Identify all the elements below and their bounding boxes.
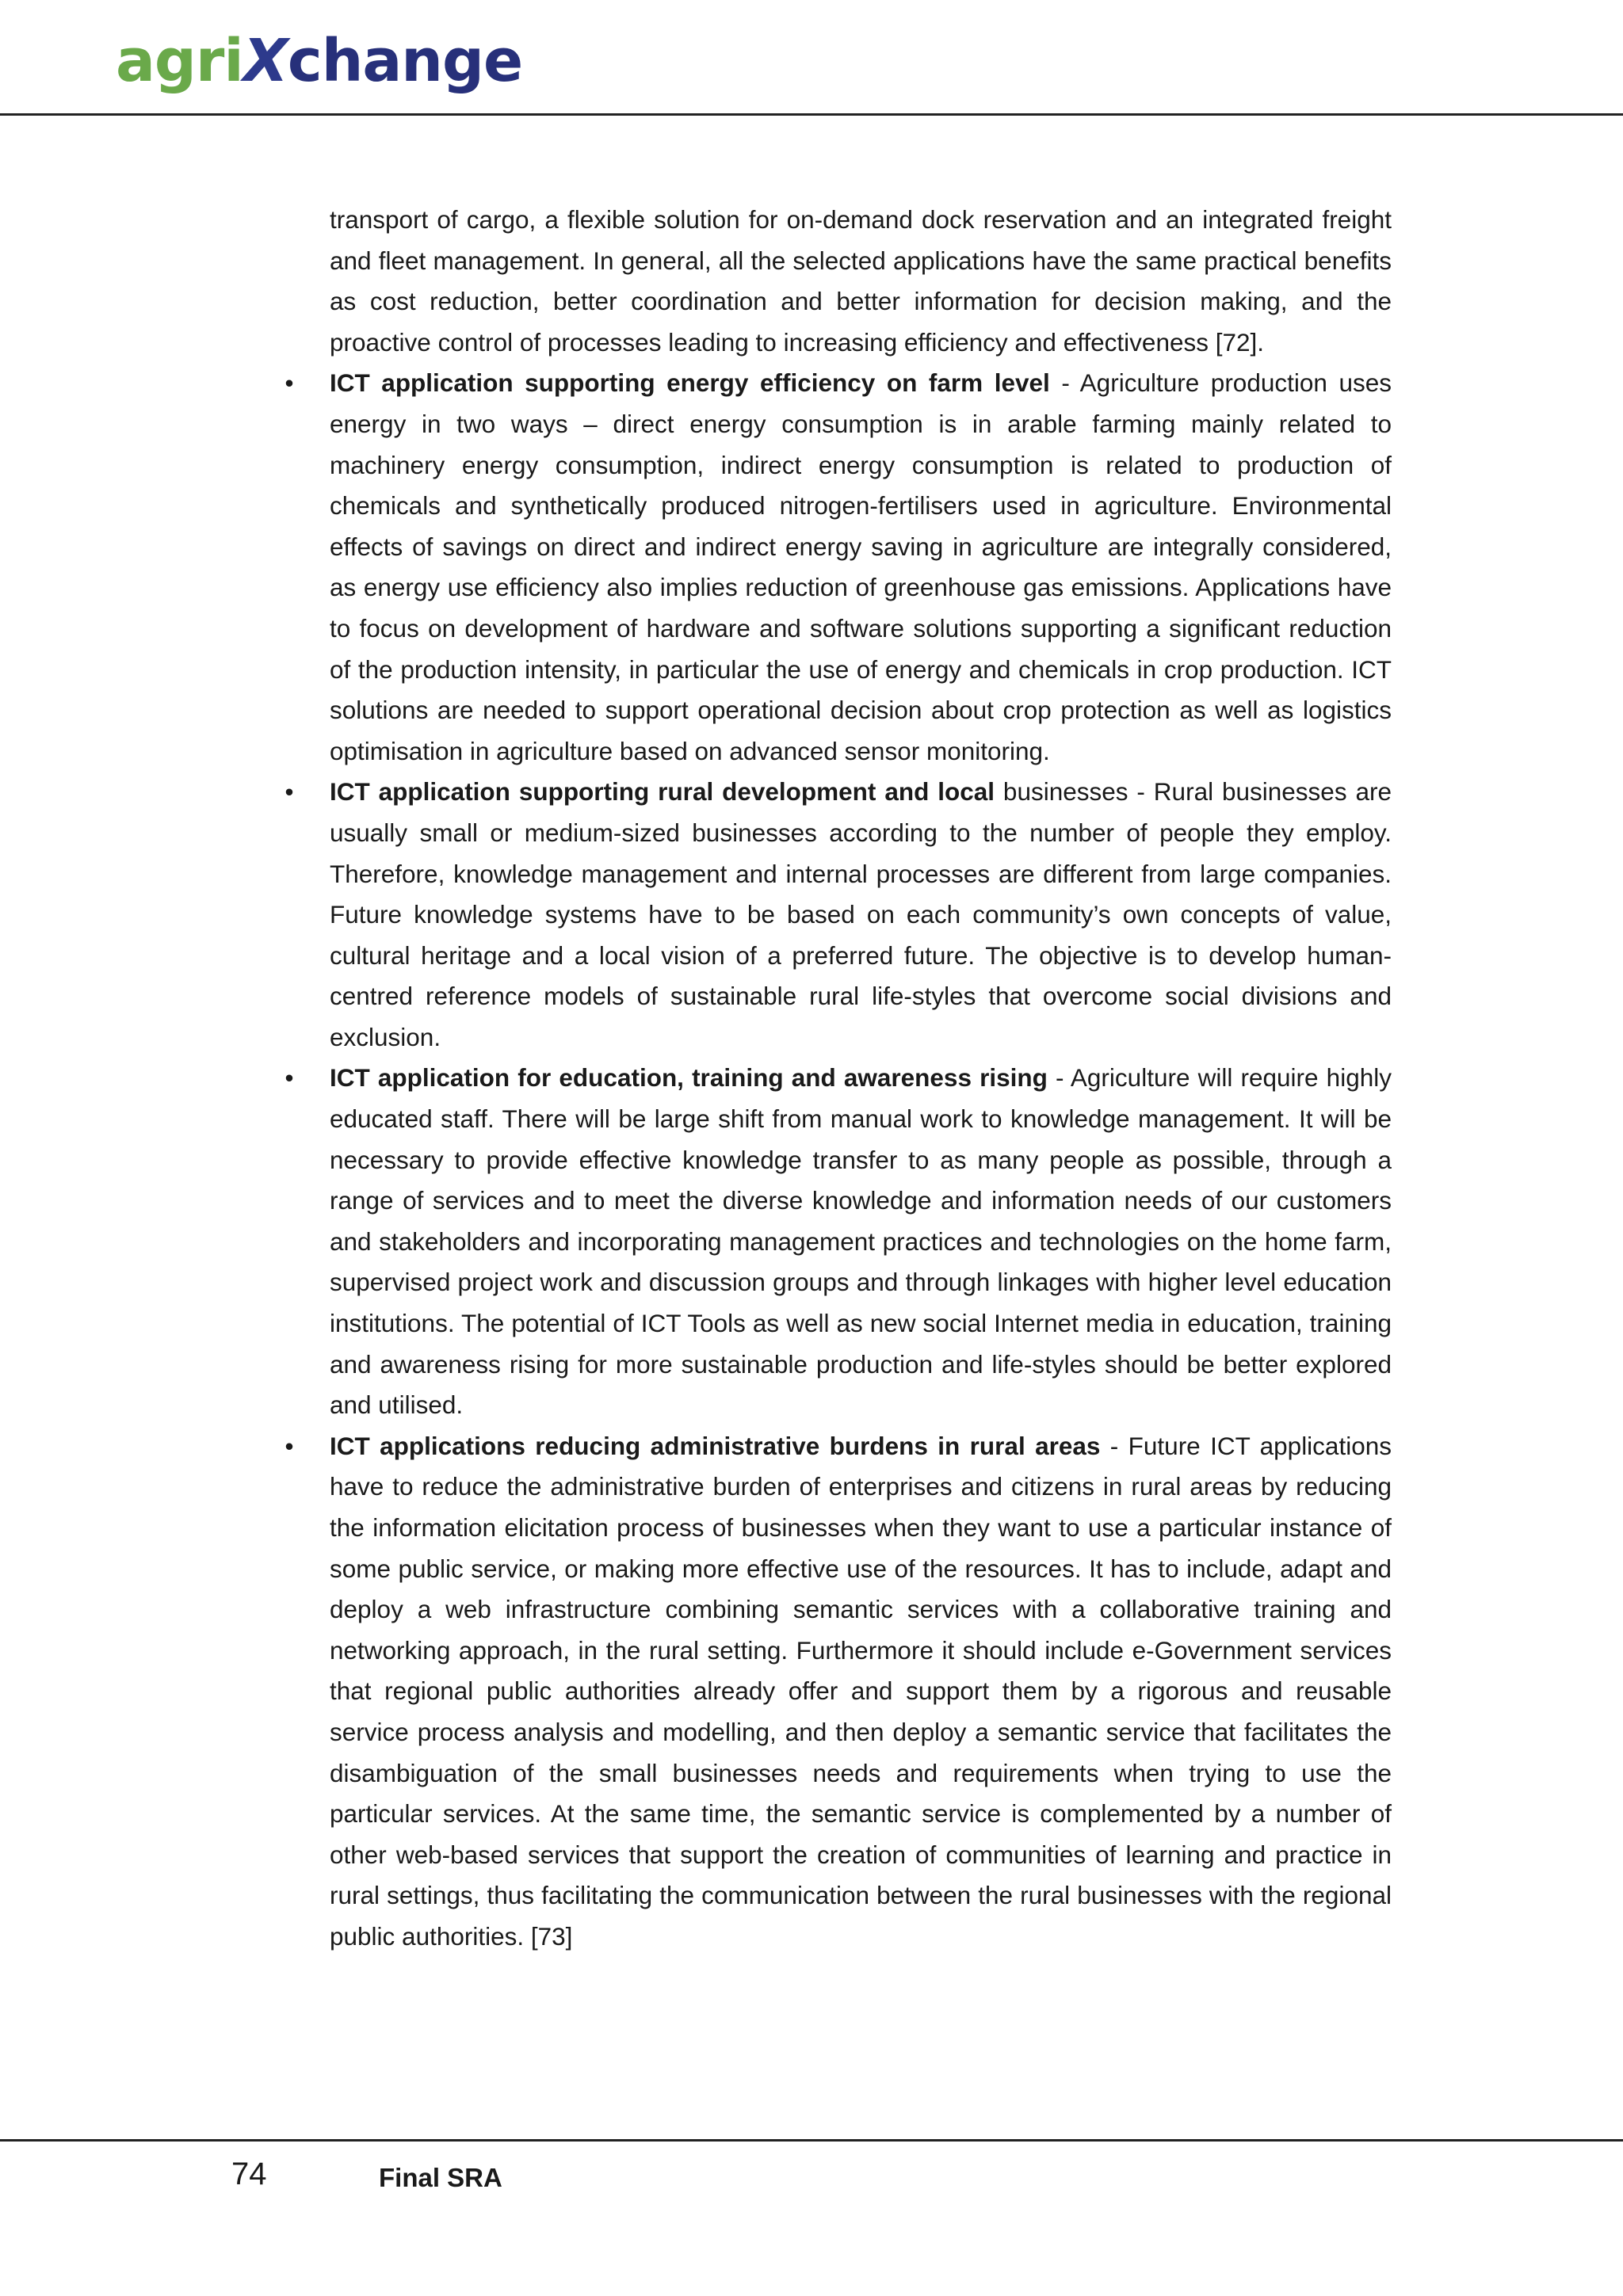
bullet-icon: •: [285, 1063, 294, 1093]
page-number: 74: [231, 2157, 267, 2191]
bullet-text: businesses - Rural businesses are usually small or medium-sized businesses according to the number of people they employ. Therefore, knowledge management and internal processes are different from large companies. Future knowledge systems have to be based on each community’s own concepts of value, cultural heritage and a local vision of a preferred future. The objective is to develop human-centred reference models of sustainable rural life-styles that overcome social divisions and exclusion.: [330, 777, 1392, 1051]
bullet-item-education-training: [285, 1058, 1392, 1425]
bullet-heading: ICT applications reducing administrative burdens in rural areas: [330, 1431, 1101, 1460]
bullet-heading: ICT application supporting rural development and local: [330, 777, 995, 807]
page-body: [285, 200, 1392, 1958]
bullet-icon: •: [285, 368, 294, 398]
bullet-icon: •: [285, 777, 294, 807]
bullet-text: - Agriculture will require highly educated staff. There will be large shift from manual work to knowledge management. It will be necessary to provide effective knowledge transfer to as many people as possible, through a range of services and to meet the diverse knowledge and information needs of our customers and stakeholders and incorporating management practices and technologies on the home farm, supervised project work and discussion groups and through linkages with higher level education institutions. The potential of ICT Tools as well as new social Internet media in education, training and awareness rising for more sustainable production and life-styles should be better explored and utilised.: [330, 1063, 1392, 1420]
continuation-paragraph: transport of cargo, a flexible solution for on-demand dock reservation and an integrated freight and fleet management. In general, all the selected applications have the same practical benefits as cost reduction, better coordination and better information for decision making, and the proactive control of processes leading to increasing efficiency and effectiveness [72].: [330, 205, 1392, 357]
bullet-icon: •: [285, 1431, 294, 1460]
bullet-item-administrative-burdens: [285, 1426, 1392, 1958]
bullet-item-rural-development: [285, 772, 1392, 1058]
logo-x: X: [242, 27, 288, 95]
bullet-text: - Agriculture production uses energy in two ways – direct energy consumption is in arable farming mainly related to machinery energy consumption, indirect energy consumption is related to production of chemicals and synthetically produced nitrogen-fertilisers used in agriculture. Environmental effects of savings on direct and indirect energy saving in agriculture are integrally considered, as energy use efficiency also implies reduction of greenhouse gas emissions. Applications have to focus on development of hardware and software solutions supporting a significant reduction of the production intensity, in particular the use of energy and chemicals in crop production. ICT solutions are needed to support operational decision about crop protection as well as logistics optimisation in agriculture based on advanced sensor monitoring.: [330, 368, 1392, 765]
bullet-item-energy-efficiency: [285, 363, 1392, 772]
bullet-heading: ICT application for education, training and awareness rising: [330, 1063, 1048, 1093]
page-header: [0, 0, 1623, 116]
bullet-text: - Future ICT applications have to reduce the administrative burden of enterprises and citizens in rural areas by reducing the information elicitation process of businesses when they want to use a particular instance of some public service, or making more effective use of the resources. It has to include, adapt and deploy a web infrastructure combining semantic services with a collaborative training and networking approach, in the rural setting. Furthermore it should include e-Government services that regional public authorities already offer and support them by a rigorous and reusable service process analysis and modelling, and then deploy a semantic service that facilitates the disambiguation of the small businesses needs and requirements when trying to use the particular services. At the same time, the semantic service is complemented by a number of other web-based services that support the creation of communities of learning and practice in rural settings, thus facilitating the communication between the rural businesses with the regional public authorities. [73]: [330, 1431, 1392, 1951]
bullet-heading: ICT application supporting energy efficiency on farm level: [330, 368, 1050, 398]
document-label: Final SRA: [379, 2163, 502, 2192]
agrixchange-logo: [116, 27, 523, 95]
page-footer-divider: [0, 2139, 1623, 2142]
logo-agri: agri: [116, 27, 243, 95]
logo-change: change: [287, 27, 523, 95]
